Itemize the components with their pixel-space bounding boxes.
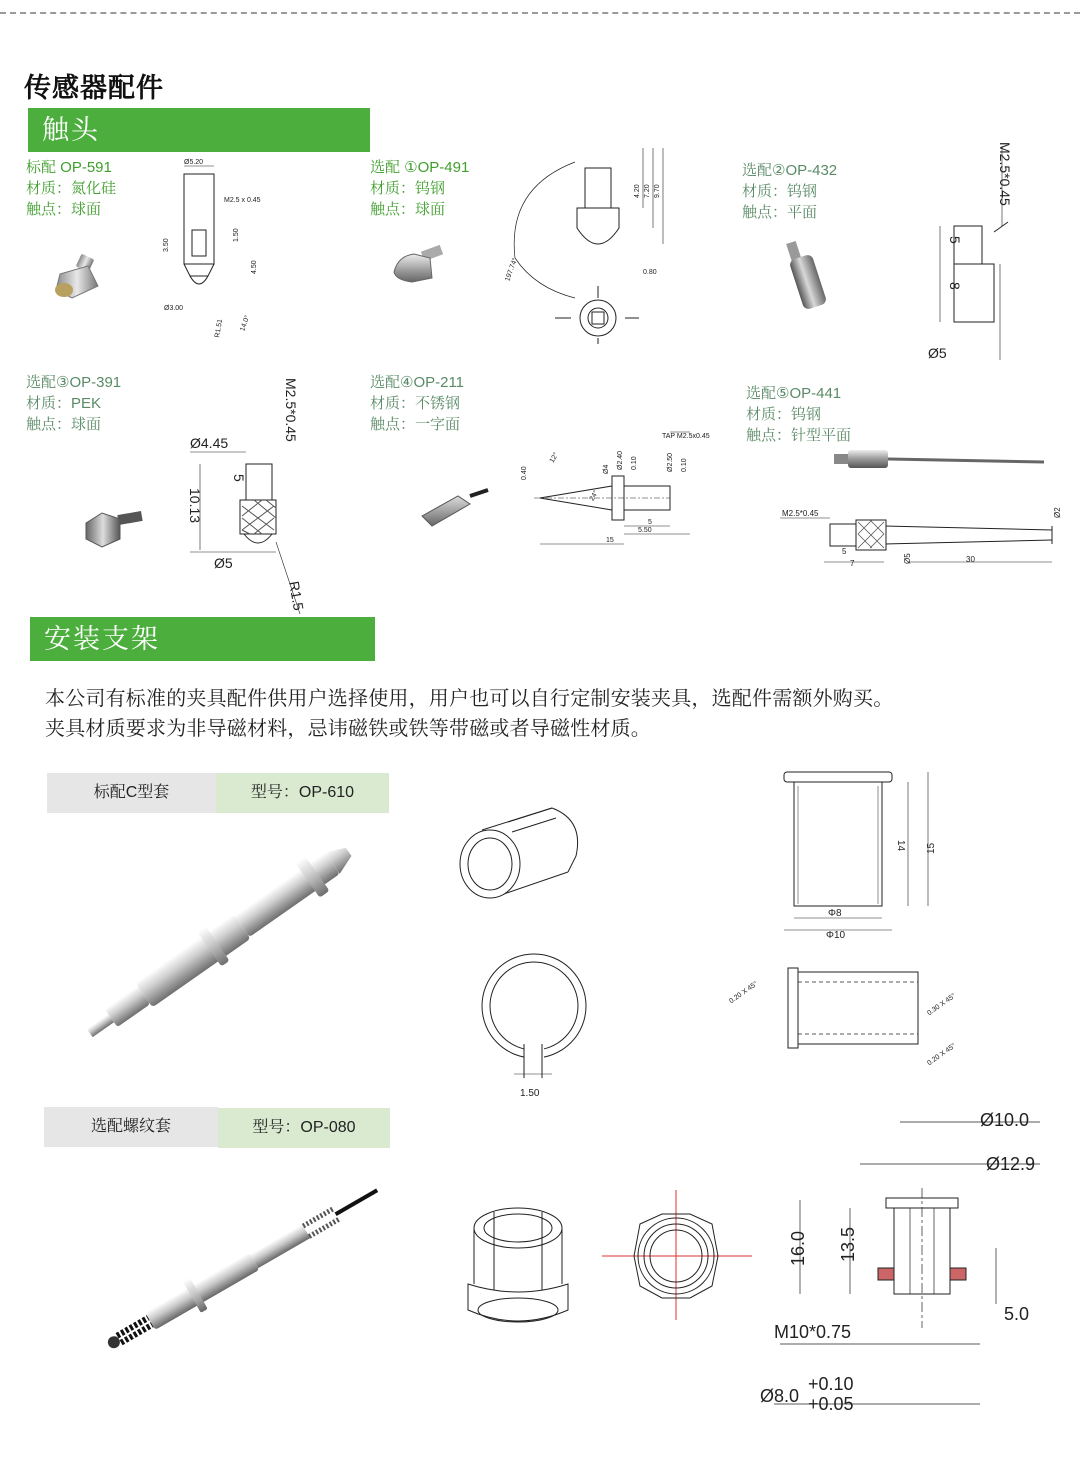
dim-op610-h2: 15 [926,842,937,854]
dim-op432-thread: M2.5*0.45 [997,142,1013,206]
photo-op391 [80,505,146,551]
dim-op080-h3: 5.0 [1004,1304,1030,1324]
contact-model: 选配 ①OP-491 [370,159,470,176]
contact-material: 材质：钨钢 [742,183,818,200]
dim-op211-l1: 5 [648,519,652,526]
dim-op441-l1: 5 [842,547,847,556]
drawing-op391 [180,378,310,614]
dim-op211-d2: Ø4 [603,464,610,474]
dim-op211-l3: 15 [606,537,614,544]
contact-material: 材质：PEK [26,395,102,412]
drawing-op432 [916,142,1026,372]
dim-op591-d-top: Ø5.20 [184,159,204,166]
photo-op491 [390,242,450,288]
dim-op610-c3: 0.20 X 45° [926,1042,958,1068]
contact-model: 选配④OP-211 [370,374,465,391]
page-title: 传感器配件 [24,73,164,103]
contact-model: 选配⑤OP-441 [746,385,842,402]
photo-op080-probe [80,1180,390,1360]
dim-op610-gap: 1.50 [520,1088,540,1099]
photo-op441 [834,448,1046,476]
dim-op211-a2: 24° [588,489,601,503]
drawing-op441 [780,498,1070,570]
dim-op591-h2: 1.50 [233,228,240,242]
contact-material: 材质：不锈钢 [370,395,461,412]
contact-material: 材质：钨钢 [746,406,822,423]
dim-op211-d4: 0.10 [631,456,638,470]
drawing-op610-ring [474,950,594,1100]
dim-op211-d5: Ø2.50 [667,452,674,472]
dim-op441-thread: M2.5*0.45 [782,509,819,518]
drawing-op610-side [778,766,948,946]
drawing-op080-iso [464,1200,574,1330]
dim-op211-d6: 0.10 [681,458,688,472]
contact-tip: 触点：平面 [742,204,818,221]
drawing-op211 [520,428,730,554]
dim-op591-thread: M2.5 x 0.45 [224,197,261,204]
dim-op080-thread: M10*0.75 [774,1322,852,1342]
photo-op591 [50,252,110,312]
drawing-op610-section [728,960,978,1070]
dim-op211-a1: 12° [548,451,561,465]
dim-op591-h1: 3.50 [163,238,170,252]
photo-op211 [418,486,494,534]
contact-tip: 触点：球面 [370,201,446,218]
contact-material: 材质：钨钢 [370,180,446,197]
dim-op391-r: R1.5 [286,579,307,612]
photo-op432 [780,240,850,316]
dim-op610-d2: Φ10 [826,930,846,941]
dim-op491-w: 0.80 [643,269,657,276]
dim-op591-h3: 4.50 [251,260,258,274]
dim-op080-h2: 13.5 [838,1226,858,1262]
dim-op441-l2: 7 [850,559,855,568]
dim-op491-d2: 7.20 [644,184,651,198]
dim-op432-h1: 5 [947,236,963,244]
dim-op610-h1: 14 [895,840,906,852]
dim-op441-d: Ø5 [903,553,912,564]
contact-info-op491 [370,157,469,220]
intro-paragraph [45,684,893,744]
drawing-op610-iso [452,800,592,914]
dim-op441-l3: 30 [966,555,975,564]
contact-material: 材质：氮化硅 [26,180,117,197]
dim-op080-h1: 16.0 [788,1230,808,1266]
mount-model-op610: 型号：OP-610 [216,773,389,813]
drawing-op080-top [602,1190,752,1320]
dim-op080-bore: Ø8.0 [760,1386,800,1406]
dim-op491-d1: 4.20 [634,184,641,198]
dim-op391-thread: M2.5*0.45 [283,378,299,442]
dim-op441-dtip: Ø2 [1053,507,1062,518]
contact-tip: 触点：一字面 [370,416,461,433]
dim-op591-ang: 14.0° [239,314,252,333]
contact-model: 选配②OP-432 [742,162,838,179]
dim-op080-d1: Ø10.0 [980,1110,1030,1130]
contact-model: 选配③OP-391 [26,374,122,391]
dim-op211-l2: 5.50 [638,527,652,534]
dim-op491-ang: 197.74° [504,257,520,283]
dim-op211-d3: Ø2.40 [617,450,624,470]
dim-op080-tol-lo: +0.05 [808,1394,854,1414]
dim-op591-ball: Ø3.00 [164,305,184,312]
intro-line-1: 本公司有标准的夹具配件供用户选择使用，用户也可以自行定制安装夹具，选配件需额外购买。 [45,688,894,710]
dim-op391-htotal: 10.13 [187,488,203,524]
dim-op391-h1: 5 [231,474,247,482]
intro-line-2: 夹具材质要求为非导磁材料，忌讳磁铁或铁等带磁或者导磁性材质。 [45,718,651,740]
dim-op391-d: Ø5 [214,555,233,571]
photo-op610-probe [60,830,390,1055]
top-dashed-rule [0,12,1080,14]
dim-op610-d1: Φ8 [828,908,842,919]
contact-info-op391 [26,372,121,435]
dim-op211-d1: 0.40 [521,466,528,480]
dim-op432-d: Ø5 [928,345,947,361]
contact-info-op432 [742,160,837,223]
contact-model: 标配 OP-591 [26,159,112,176]
contact-info-op211 [370,372,464,435]
dim-op432-h2: 8 [947,282,963,290]
mount-model-op080: 型号：OP-080 [218,1108,390,1148]
drawing-op591 [158,160,268,340]
dim-op391-dtop: Ø4.45 [190,435,229,451]
contact-tip: 触点：球面 [26,416,102,433]
contact-info-op591 [26,157,116,220]
section-banner-mounts: 安装支架 [30,617,375,661]
contact-info-op441 [746,383,851,446]
contact-tip: 触点：针型平面 [746,427,852,444]
dim-op610-c2: 0.30 X 45° [926,992,958,1018]
drawing-op491 [505,148,675,344]
mount-name-op080: 选配螺纹套 [44,1107,218,1147]
dim-op211-tap: TAP M2.5x0.45 [662,433,710,440]
mount-name-op610: 标配C型套 [47,773,216,813]
section-banner-contacts: 触头 [28,108,370,152]
dim-op610-c1: 0.20 X 45° [728,980,760,1006]
contact-tip: 触点：球面 [26,201,102,218]
dim-op080-d2: Ø12.9 [986,1154,1036,1174]
dim-op080-tol-up: +0.10 [808,1374,854,1394]
drawing-op080-side [760,1108,1060,1454]
dim-op591-r: R1.51 [214,318,225,339]
dim-op491-d3: 9.70 [654,184,661,198]
